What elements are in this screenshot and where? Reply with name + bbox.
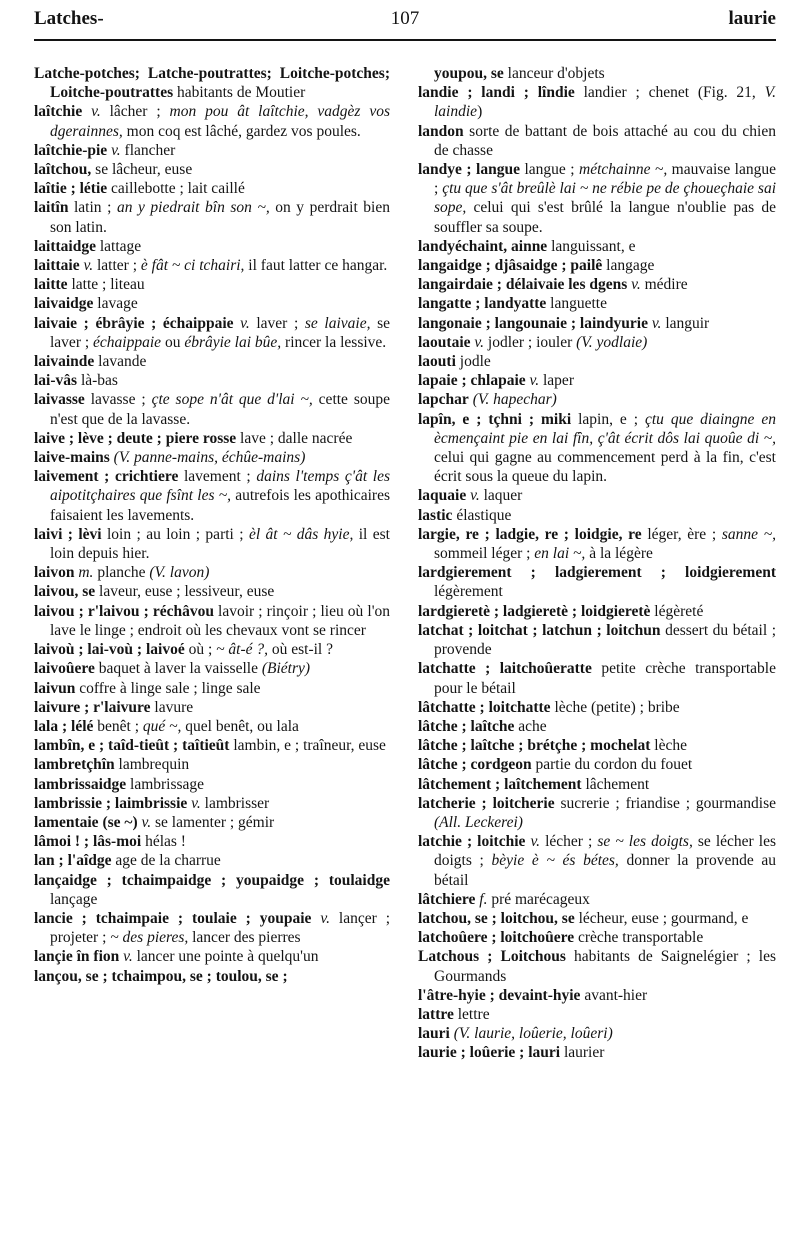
running-head-left: Latches- bbox=[34, 8, 104, 29]
dictionary-entry: laitte latte ; liteau bbox=[34, 276, 145, 294]
dictionary-entry: lapîn, e ; tçhni ; miki lapin, e ; çtu que diaingne en ècmençaint pie en lai fîn, ç'ât écrit dôs lai quoûe di ~, celui qui gagne au commencement perd à la fin, c'est écrit sous la queue du lapin. bbox=[418, 410, 776, 486]
dictionary-entry: lâtchatte ; loitchatte lèche (petite) ; bribe bbox=[418, 698, 680, 716]
dictionary-entry: landyéchaint, ainne languissant, e bbox=[418, 237, 636, 255]
dictionary-entry: lastic élastique bbox=[418, 506, 512, 524]
dictionary-entry: lambîn, e ; taîd-tieût ; taîtieût lambin, e ; traîneur, euse bbox=[34, 737, 386, 755]
page-number: 107 bbox=[390, 8, 420, 29]
dictionary-entry: latchat ; loitchat ; latchun ; loitchun dessert du bétail ; provende bbox=[418, 621, 776, 659]
dictionary-entry: latcherie ; loitcherie sucrerie ; friandise ; gourmandise (All. Leckerei) bbox=[418, 794, 776, 831]
dictionary-entry: lancie ; tchaimpaie ; toulaie ; youpaie v. lançer ; projeter ; ~ des pieres, lancer des pierres bbox=[34, 909, 391, 947]
dictionary-entry: laîtchou, se lâcheur, euse bbox=[34, 161, 193, 179]
dictionary-entry: landie ; landi ; lîndie landier ; chenet (Fig. 21, V. laindie) bbox=[418, 84, 777, 121]
dictionary-entry: youpou, se lanceur d'objets bbox=[434, 65, 605, 82]
dictionary-entry: Latchous ; Loitchous habitants de Saignelégier ; les Gourmands bbox=[418, 948, 776, 985]
dictionary-entry: laîtie ; létie caillebotte ; lait caillé bbox=[34, 180, 245, 198]
right-column bbox=[418, 64, 776, 1063]
dictionary-entry: lambrissaidge lambrissage bbox=[34, 775, 205, 793]
dictionary-entry: lâtche ; cordgeon partie du cordon du fouet bbox=[418, 756, 693, 774]
dictionary-entry: laivaie ; ébrâyie ; échaippaie v. laver ; se laivaie, se laver ; échaippaie ou ébrâyie lai bûe, rincer la lessive. bbox=[34, 314, 391, 351]
header-rule bbox=[34, 39, 776, 41]
dictionary-entry: laîtchie-pie v. flancher bbox=[34, 141, 176, 159]
dictionary-entry: laivoûere baquet à laver la vaisselle (Biétry) bbox=[34, 660, 311, 678]
dictionary-entry: laivon m. planche (V. lavon) bbox=[34, 564, 210, 582]
dictionary-entry: l'âtre-hyie ; devaint-hyie avant-hier bbox=[418, 986, 648, 1004]
dictionary-entry: lançaidge ; tchaimpaidge ; youpaidge ; toulaidge lançage bbox=[34, 871, 390, 908]
dictionary-entry: latchatte ; laitchoûeratte petite crèche transportable pour le bétail bbox=[418, 660, 776, 697]
dictionary-entry: lapchar (V. hapechar) bbox=[418, 391, 557, 409]
dictionary-entry: lâtche ; laîtche ; brétçhe ; mochelat lèche bbox=[418, 737, 687, 755]
dictionary-entry: laquaie v. laquer bbox=[418, 487, 523, 505]
dictionary-entry: lambretçhîn lambrequin bbox=[34, 756, 190, 774]
dictionary-entry: laouti jodle bbox=[418, 353, 491, 371]
dictionary-entry: lattre lettre bbox=[418, 1005, 490, 1023]
dictionary-entry: laivun coffre à linge sale ; linge sale bbox=[34, 679, 261, 697]
dictionary-entry: Latche-potches; Latche-poutrattes; Loitche-potches; Loitche-poutrattes habitants de Moutier bbox=[34, 65, 390, 102]
dictionary-entry: laivi ; lèvi loin ; au loin ; parti ; èl ât ~ dâs hyie, il est loin depuis hier. bbox=[34, 525, 390, 563]
dictionary-entry: laitîn latin ; an y piedrait bîn son ~, on y perdrait bien son latin. bbox=[34, 199, 390, 236]
dictionary-entry: laive-mains (V. panne-mains, échûe-mains) bbox=[34, 449, 306, 467]
dictionary-entry: laivoù ; lai-voù ; laivoé où ; ~ ât-é ?, où est-il ? bbox=[34, 641, 333, 659]
dictionary-entry: latchou, se ; loitchou, se lécheur, euse ; gourmand, e bbox=[418, 909, 749, 927]
dictionary-entry: latchie ; loitchie v. lécher ; se ~ les doigts, se lécher les doigts ; bèyie è ~ és bétes, donner la provende au bétail bbox=[418, 833, 777, 889]
dictionary-entry: lardgierement ; ladgierement ; loidgierement légèrement bbox=[418, 564, 776, 601]
dictionary-entry: lapaie ; chlapaie v. laper bbox=[418, 372, 574, 390]
dictionary-entry: langairdaie ; délaivaie les dgens v. médire bbox=[418, 276, 688, 294]
dictionary-entry: lançie în fion v. lancer une pointe à quelqu'un bbox=[34, 948, 319, 966]
dictionary-entry: langaidge ; djâsaidge ; pailê langage bbox=[418, 257, 655, 275]
dictionary-entry: laîtchie v. lâcher ; mon pou ât laîtchie, vadgèz vos dgerainnes, mon coq est lâché, gardez vos poules. bbox=[34, 103, 390, 140]
dictionary-entry: lâtchiere f. pré marécageux bbox=[418, 890, 590, 908]
dictionary-entry: largie, re ; ladgie, re ; loidgie, re léger, ère ; sanne ~, sommeil léger ; en lai ~, à la légère bbox=[418, 525, 776, 563]
dictionary-entry: lâtchement ; laîtchement lâchement bbox=[418, 775, 650, 793]
dictionary-entry: laittaidge lattage bbox=[34, 237, 142, 255]
dictionary-entry: landye ; langue langue ; métchainne ~, mauvaise langue ; çtu que s'ât breûlè lai ~ ne rébie pe de çhoueçhaie sai sope, celui qui s'est brûlé la langue n'oublie pas de souffler sa soupe. bbox=[418, 161, 777, 236]
dictionary-entry: laivainde lavande bbox=[34, 353, 147, 371]
dictionary-entry: lai-vâs là-bas bbox=[34, 372, 118, 390]
left-column bbox=[34, 64, 390, 986]
dictionary-entry: laivure ; r'laivure lavure bbox=[34, 698, 194, 716]
dictionary-entry: lauri (V. laurie, loûerie, loûeri) bbox=[418, 1025, 613, 1043]
dictionary-entry: landon sorte de battant de bois attaché au cou du chien de chasse bbox=[418, 122, 776, 159]
dictionary-entry: lâtche ; laîtche ache bbox=[418, 717, 547, 735]
dictionary-entry: laivasse lavasse ; çte sope n'ât que d'lai ~, cette soupe n'est que de la lavasse. bbox=[34, 391, 390, 428]
dictionary-entry: laivement ; crichtiere lavement ; dains l'temps ç'ât les aipotitçhaires que fsînt les ~, autrefois les apothicaires faisaient les lavements. bbox=[34, 468, 391, 524]
dictionary-entry: laivou, se laveur, euse ; lessiveur, euse bbox=[34, 583, 275, 601]
dictionary-entry: laittaie v. latter ; è fât ~ ci tchairi, il faut latter ce hangar. bbox=[34, 257, 388, 275]
dictionary-entry: lan ; l'aîdge age de la charrue bbox=[34, 852, 221, 870]
dictionary-entry: laurie ; loûerie ; lauri laurier bbox=[418, 1044, 605, 1062]
dictionary-entry: laivou ; r'laivou ; réchâvou lavoir ; rinçoir ; lieu où l'on lave le linge ; endroit où les chevaux vont se rincer bbox=[34, 602, 390, 639]
dictionary-entry: laivaidge lavage bbox=[34, 295, 138, 313]
dictionary-entry: langonaie ; langounaie ; laindyurie v. languir bbox=[418, 314, 710, 332]
dictionary-entry: lâmoi ! ; lâs-moi hélas ! bbox=[34, 833, 186, 851]
dictionary-entry: lala ; lélé benêt ; qué ~, quel benêt, ou lala bbox=[34, 717, 299, 735]
page-header bbox=[34, 8, 776, 38]
dictionary-entry: langatte ; landyatte languette bbox=[418, 295, 607, 313]
dictionary-entry: laoutaie v. jodler ; iouler (V. yodlaie) bbox=[418, 333, 648, 351]
dictionary-entry: lambrissie ; laimbrissie v. lambrisser bbox=[34, 794, 270, 812]
dictionary-entry: lamentaie (se ~) v. se lamenter ; gémir bbox=[34, 813, 275, 831]
dictionary-entry: lardgieretè ; ladgieretè ; loidgieretè légèreté bbox=[418, 602, 704, 620]
dictionary-entry: lançou, se ; tchaimpou, se ; toulou, se ; bbox=[34, 967, 288, 985]
running-head-right: laurie bbox=[728, 8, 776, 29]
dictionary-entry: latchoûere ; loitchoûere crèche transportable bbox=[418, 929, 704, 947]
dictionary-entry: laive ; lève ; deute ; piere rosse lave ; dalle nacrée bbox=[34, 429, 353, 447]
